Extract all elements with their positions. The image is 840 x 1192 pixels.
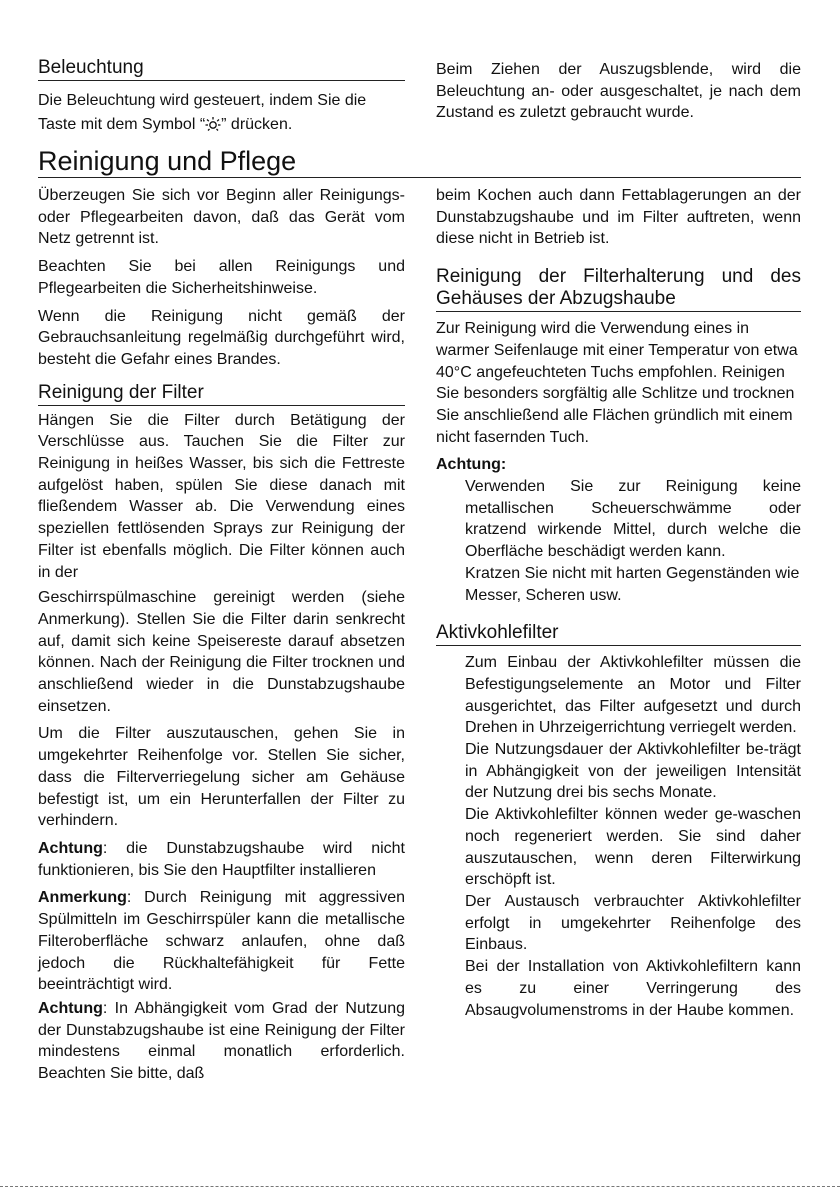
main-title: Reinigung und Pflege [38,146,297,176]
note-label: Anmerkung [38,889,127,907]
right-column [436,185,801,1021]
housing-cleaning-heading: Reinigung der Filterhalterung und des Gehäuses der Abzugshaube [436,266,801,312]
carbon-item-4: Der Austausch verbrauchter Aktivkohlefilter erfolgt in umgekehrter Reihenfolge des Einbaus. [465,892,801,954]
carbon-item-2: Die Nutzungsdauer der Aktivkohlefilter be-trägt in Abhängigkeit von der jeweiligen Intensität der Nutzung drei bis sechs Monate. [465,741,801,802]
warning-text-2: : In Abhängigkeit vom Grad der Nutzung der Dunstabzugshaube ist eine Reinigung der Filter mindestens einmal monatlich erforderlich. Beachten Sie bitte, daß [38,999,405,1083]
right-paragraph-2: Zur Reinigung wird die Verwendung eines in warmer Seifenlauge mit einer Temperatur von etwa 40°C angefeuchteten Tuchs empfohlen. Reinigen Sie besonders sorgfältig alle Schlitze und trocknen Sie anschließend alle Flächen gründlich mit einem nicht fasernden Tuch. [436,320,798,446]
left-paragraph-5: Geschirrspülmaschine gereinigt werden (siehe Anmerkung). Stellen Sie die Filter darin senkrecht auf, damit sich keine Speisereste darauf absetzen können. Nach der Reinigung die Filter trocknen und anschließend wieder in die Dunstabzugshaube einsetzen. [38,589,405,715]
left-paragraph-6: Um die Filter auszutauschen, gehen Sie in umgekehrter Reihenfolge vor. Stellen Sie sicher, dass die Filterverriegelung sicher am Gehäuse befestigt ist, um ein Herunterfallen der Filter zu verhindern. [38,725,405,830]
main-title-block [38,145,801,178]
lighting-paragraph [38,89,405,137]
left-warning-2 [38,998,405,1085]
lighting-section [38,56,405,137]
note-text: : Durch Reinigung mit aggressiven Spülmitteln im Geschirrspüler kann die metallische Filteroberfläche schwarz anlaufen, ohne daß jedoch die Rückhaltefähigkeit für Fette beeinträchtigt wird. [38,889,405,994]
warning-text-1: : die Dunstabzugshaube wird nicht funktionieren, bis Sie den Hauptfilter installieren [38,839,405,879]
right-warning-item-1: Verwenden Sie zur Reinigung keine metallischen Scheuerschwämme oder kratzend wirkende Mittel, durch welche die Oberfläche beschädigt werden kann. [465,478,801,561]
left-warning-1 [38,838,405,881]
lighting-right-paragraph: Beim Ziehen der Auszugsblende, wird die Beleuchtung an- oder ausgeschaltet, je nach dem Zustand es zuletzt gebraucht wurde. [436,61,801,122]
page-bottom-rule [0,1186,840,1187]
carbon-filter-heading: Aktivkohlefilter [436,621,801,646]
carbon-item-5: Bei der Installation von Aktivkohlefiltern kann es zu einer Verringerung des Absaugvolumenstroms in der Haube kommen. [465,958,801,1019]
left-paragraph-3: Wenn die Reinigung nicht gemäß der Gebrauchsanleitung regelmäßig durchgeführt wird, besteht die Gefahr eines Brandes. [38,307,405,368]
lighting-text-before: Die Beleuchtung wird gesteuert, indem Sie die Taste mit dem Symbol “ [38,92,367,133]
left-column [38,185,405,1085]
filter-cleaning-heading: Reinigung der Filter [38,381,405,406]
warning-label-2: Achtung [38,999,103,1017]
carbon-item-1: Zum Einbau der Aktivkohlefilter müssen die Befestigungselemente an Motor und Filter ausgerichtet, das Filter aufgesetzt und durch Drehen in Uhrzeigerrichtung verriegelt werden. [465,654,801,737]
right-warning-item-2: Kratzen Sie nicht mit harten Gegenständen wie Messer, Scheren usw. [465,564,800,604]
left-paragraph-2: Beachten Sie bei allen Reinigungs und Pflegearbeiten die Sicherheitshinweise. [38,258,405,297]
right-warning-label: Achtung: [436,456,507,474]
left-note [38,887,405,996]
lighting-text-after: ” drücken. [221,116,293,133]
warning-label-1: Achtung [38,839,103,857]
lighting-right-section [436,59,801,124]
right-paragraph-1: beim Kochen auch dann Fettablagerungen an der Dunstabzugshaube und im Filter auftreten, wenn diese nicht in Betrieb ist. [436,187,801,248]
carbon-item-3: Die Aktivkohlefilter können weder ge-waschen noch regeneriert werden. Sie sind daher auszutauschen, wenn deren Filterwirkung erschöpft ist. [465,806,801,889]
lighting-heading: Beleuchtung [38,56,405,81]
light-bulb-sun-icon [205,116,221,132]
left-paragraph-1: Überzeugen Sie sich vor Beginn aller Reinigungs- oder Pflegearbeiten davon, daß das Gerät vom Netz getrennt ist. [38,187,405,248]
left-paragraph-4: Hängen Sie die Filter durch Betätigung der Verschlüsse aus. Tauchen Sie die Filter zur Reinigung in heißes Wasser, bis sich die Fettreste aufgelöst haben, spülen Sie diese danach mit fließendem Wasser ab. Die Verwendung eines speziellen fettlösenden Sprays zur Reinigung der Filter ist ebenfalls möglich. Die Filter können auch in der [38,411,405,581]
